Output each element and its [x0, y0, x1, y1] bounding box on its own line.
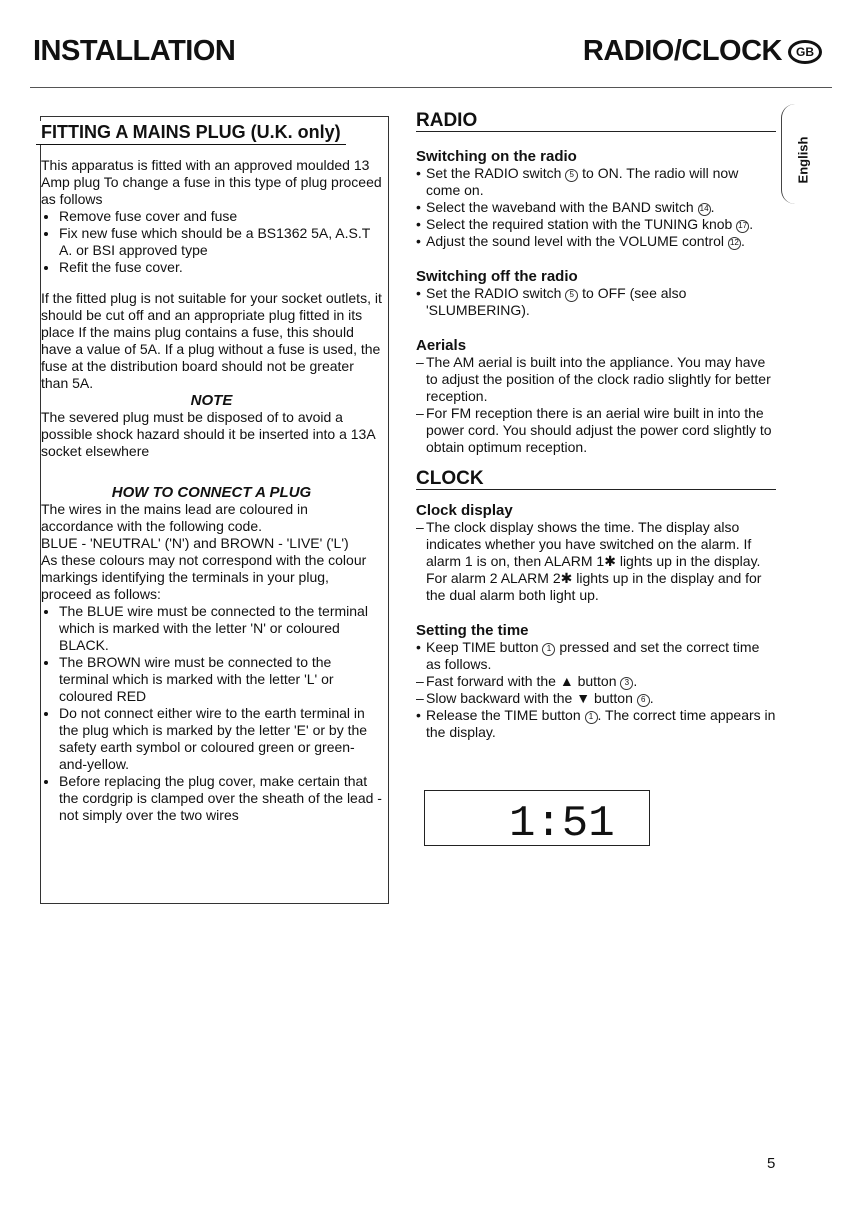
gb-badge: GB: [788, 40, 822, 64]
list-item: • Select the required station with the TUNING knob 17 .: [416, 216, 754, 232]
clock-display-heading: Clock display: [416, 502, 513, 519]
list-item: • Remove fuse cover and fuse: [59, 208, 382, 225]
page-section-title: INSTALLATION: [33, 35, 236, 67]
language-tab-label: English: [795, 136, 811, 184]
connect-code: BLUE - 'NEUTRAL' ('N') and BROWN - 'LIVE' ('L'): [41, 535, 349, 551]
list-item: – For FM reception there is an aerial wire built in into the power cord. You should adjust the power cord slightly to obtain optimum reception.: [416, 405, 772, 455]
connect-text: The wires in the mains lead are coloured in accordance with the following code.: [41, 501, 308, 534]
list-item: • Adjust the sound level with the VOLUME control 12 .: [416, 233, 745, 249]
control-number: 1: [585, 711, 598, 724]
page-topic-title: [583, 35, 822, 68]
page-number: 5: [767, 1155, 776, 1172]
list-item: • Do not connect either wire to the earth terminal in the plug which is marked by the letter 'E' or by the safety earth symbol or coloured green or green-and-yellow.: [59, 705, 382, 773]
list-item: – The clock display shows the time. The display also indicates whether you have switched on the alarm. If alarm 1 is on, then ALARM 1✱ lights up in the display. For alarm 2 ALARM 2✱ lights up in the display and for the dual alarm both light up.: [416, 519, 762, 603]
list-item: • Before replacing the plug cover, make certain that the cordgrip is clamped over the sheath of the lead - not simply over the two wires: [59, 773, 382, 824]
control-number: 14: [698, 203, 711, 216]
list-item: – Slow backward with the ▼ button 6 .: [416, 690, 654, 706]
list-item: • Select the waveband with the BAND switch 14 .: [416, 199, 715, 215]
radio-clock-column: [416, 112, 776, 741]
topic-title-text: RADIO/CLOCK: [582, 35, 782, 67]
list-item: • Fix new fuse which should be a BS1362 5A, A.S.T A. or BSI approved type: [59, 225, 382, 259]
up-arrow-icon: ▲: [559, 673, 574, 689]
list-item: • The BLUE wire must be connected to the terminal which is marked with the letter 'N' or coloured BLACK.: [59, 603, 382, 654]
note-heading: NOTE: [190, 392, 233, 409]
alarm-icon: ✱: [560, 570, 573, 586]
wire-steps: [41, 603, 382, 824]
alarm-icon: ✱: [604, 553, 616, 569]
control-number: 12: [728, 237, 741, 250]
list-item: • Release the TIME button 1 . The correct time appears in the display.: [416, 707, 776, 740]
plug-paragraph: If the fitted plug is not suitable for your socket outlets, it should be cut off and an appropriate plug fitted in its place If the mains plug contains a fuse, this should have a value of 5A. If a plug without a fuse is used, the fuse at the distribution board should not be greater than 5A.: [41, 290, 382, 391]
radio-title: RADIO: [416, 112, 776, 132]
control-number: 5: [565, 169, 578, 182]
connect-heading: HOW TO CONNECT A PLUG: [111, 484, 312, 501]
switching-off-heading: Switching off the radio: [416, 268, 578, 285]
control-number: 6: [637, 694, 650, 707]
lcd-time: 1:51: [509, 799, 615, 845]
fuse-steps: [41, 208, 382, 276]
list-item: • Keep TIME button 1 pressed and set the correct time as follows.: [416, 639, 760, 672]
header-divider: [30, 87, 832, 88]
control-number: 17: [736, 220, 749, 233]
list-item: – Fast forward with the ▲ button 3 .: [416, 673, 638, 689]
connect-text: As these colours may not correspond with the colour markings identifying the terminals in your plug, proceed as follows:: [41, 552, 367, 602]
mains-plug-box: [40, 116, 389, 904]
aerials-heading: Aerials: [416, 337, 467, 354]
control-number: 1: [542, 643, 555, 656]
setting-time-heading: Setting the time: [416, 622, 529, 639]
note-text: The severed plug must be disposed of to avoid a possible shock hazard should it be inserted into a 13A socket elsewhere: [41, 409, 375, 459]
list-item: – The AM aerial is built into the appliance. You may have to adjust the position of the clock radio slightly for better reception.: [416, 354, 771, 404]
control-number: 5: [565, 289, 578, 302]
clock-title: CLOCK: [416, 470, 776, 490]
control-number: 3: [620, 677, 633, 690]
clock-lcd-display: [424, 790, 650, 846]
lcd-digits: [425, 791, 649, 845]
list-item: • The BROWN wire must be connected to the terminal which is marked with the letter 'L' or coloured RED: [59, 654, 382, 705]
list-item: • Set the RADIO switch 5 to ON. The radio will now come on.: [416, 165, 739, 198]
list-item: • Set the RADIO switch 5 to OFF (see also 'SLUMBERING).: [416, 285, 687, 318]
down-arrow-icon: ▼: [576, 690, 591, 706]
plug-intro: This apparatus is fitted with an approved moulded 13 Amp plug To change a fuse in this type of plug proceed as follows: [41, 157, 382, 207]
switching-on-heading: Switching on the radio: [416, 148, 577, 165]
list-item: • Refit the fuse cover.: [59, 259, 382, 276]
mains-plug-title: FITTING A MAINS PLUG (U.K. only): [36, 121, 346, 145]
